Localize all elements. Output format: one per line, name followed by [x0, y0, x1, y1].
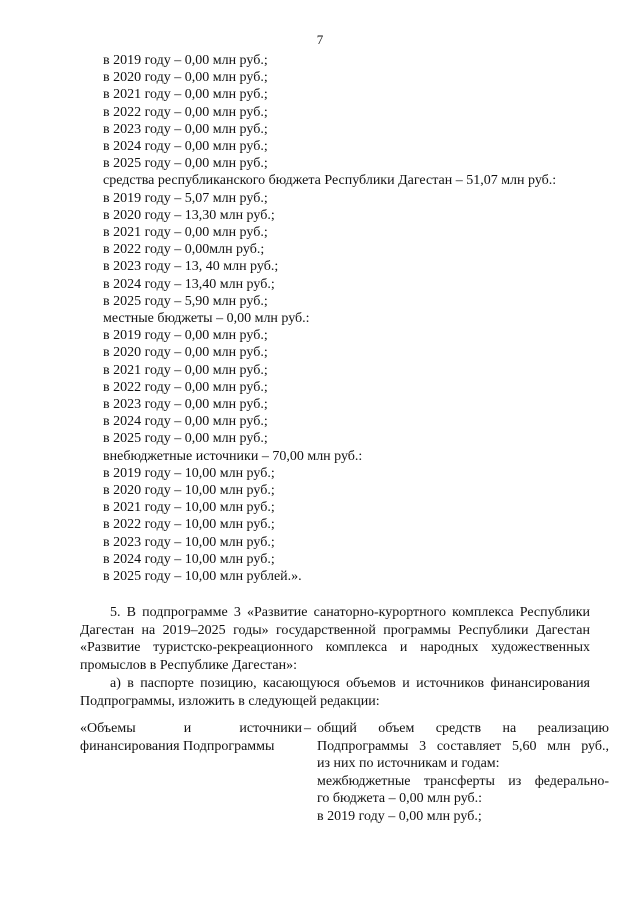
funding-source-heading: внебюджетные источники – 70,00 млн руб.: — [103, 448, 363, 464]
funding-line: в 2019 году – 0,00 млн руб.; — [103, 53, 268, 68]
passport-value-line: общий объем средств на реализацию — [317, 721, 609, 736]
funding-line: в 2024 году – 13,40 млн руб.; — [103, 276, 275, 292]
passport-position-value — [317, 720, 609, 825]
passport-position-label: «Объемы и источники финансирования Подпрограммы — [80, 721, 302, 754]
passport-value-line: в 2019 году – 0,00 млн руб.; — [317, 808, 482, 824]
passport-dash: – — [304, 721, 311, 736]
paragraph-a: а) в паспорте позицию, касающуюся объемов и источников финансирования Подпрограммы, изложить в следующей редакции: — [80, 676, 590, 709]
page-number: 7 — [316, 32, 324, 47]
funding-line: в 2024 году – 0,00 млн руб.; — [103, 414, 268, 430]
paragraph-5: 5. В подпрограмме 3 «Развитие санаторно-курортного комплекса Республики Дагестан на 2019–2025 годы» государственной программы Республики Дагестан «Развитие туристско-рекреационного комплекса и народных художественных промыслов в Республике Дагестан»: — [80, 605, 590, 673]
funding-line: в 2020 году – 0,00 млн руб.; — [103, 345, 268, 361]
funding-line: в 2021 году – 0,00 млн руб.; — [103, 225, 268, 241]
funding-line: в 2023 году – 10,00 млн руб.; — [103, 534, 275, 550]
funding-line: в 2020 году – 10,00 млн руб.; — [103, 483, 275, 499]
passport-value-line: го бюджета – 0,00 млн руб.: — [317, 791, 483, 806]
funding-line: в 2019 году – 10,00 млн руб.; — [103, 465, 275, 481]
funding-line: в 2021 году – 10,00 млн руб.; — [103, 500, 275, 516]
funding-line: в 2021 году – 0,00 млн руб.; — [103, 87, 268, 103]
funding-lines — [103, 52, 556, 585]
funding-line: в 2022 году – 0,00млн руб.; — [103, 242, 265, 258]
passport-value-line: Подпрограммы 3 составляет 5,60 млн руб., — [317, 738, 609, 754]
funding-line: в 2025 году – 0,00 млн руб.; — [103, 156, 268, 172]
funding-line: в 2025 году – 10,00 млн рублей.». — [103, 569, 302, 585]
funding-line: в 2022 году – 0,00 млн руб.; — [103, 104, 268, 120]
funding-line: в 2024 году – 10,00 млн руб.; — [103, 551, 275, 567]
funding-line: в 2022 году – 0,00 млн руб.; — [103, 379, 268, 395]
funding-line: в 2020 году – 0,00 млн руб.; — [103, 70, 268, 86]
funding-line: в 2023 году – 0,00 млн руб.; — [103, 121, 268, 137]
funding-line: в 2025 году – 5,90 млн руб.; — [103, 293, 268, 309]
funding-line: в 2019 году – 5,07 млн руб.; — [103, 190, 268, 206]
funding-line: в 2024 году – 0,00 млн руб.; — [103, 139, 268, 155]
funding-line: в 2021 году – 0,00 млн руб.; — [103, 362, 268, 378]
funding-source-heading: средства республиканского бюджета Республики Дагестан – 51,07 млн руб.: — [103, 173, 557, 189]
funding-line: в 2025 году – 0,00 млн руб.; — [103, 431, 268, 447]
passport-value-line: межбюджетные трансферты из федерально- — [317, 773, 609, 789]
funding-line: в 2020 году – 13,30 млн руб.; — [103, 207, 275, 223]
funding-line: в 2019 году – 0,00 млн руб.; — [103, 328, 268, 344]
funding-source-heading: местные бюджеты – 0,00 млн руб.: — [103, 311, 310, 327]
passport-value-line: из них по источникам и годам: — [317, 756, 500, 771]
funding-line: в 2022 году – 10,00 млн руб.; — [103, 517, 275, 533]
funding-line: в 2023 году – 0,00 млн руб.; — [103, 397, 268, 413]
funding-line: в 2023 году – 13, 40 млн руб.; — [103, 259, 279, 275]
